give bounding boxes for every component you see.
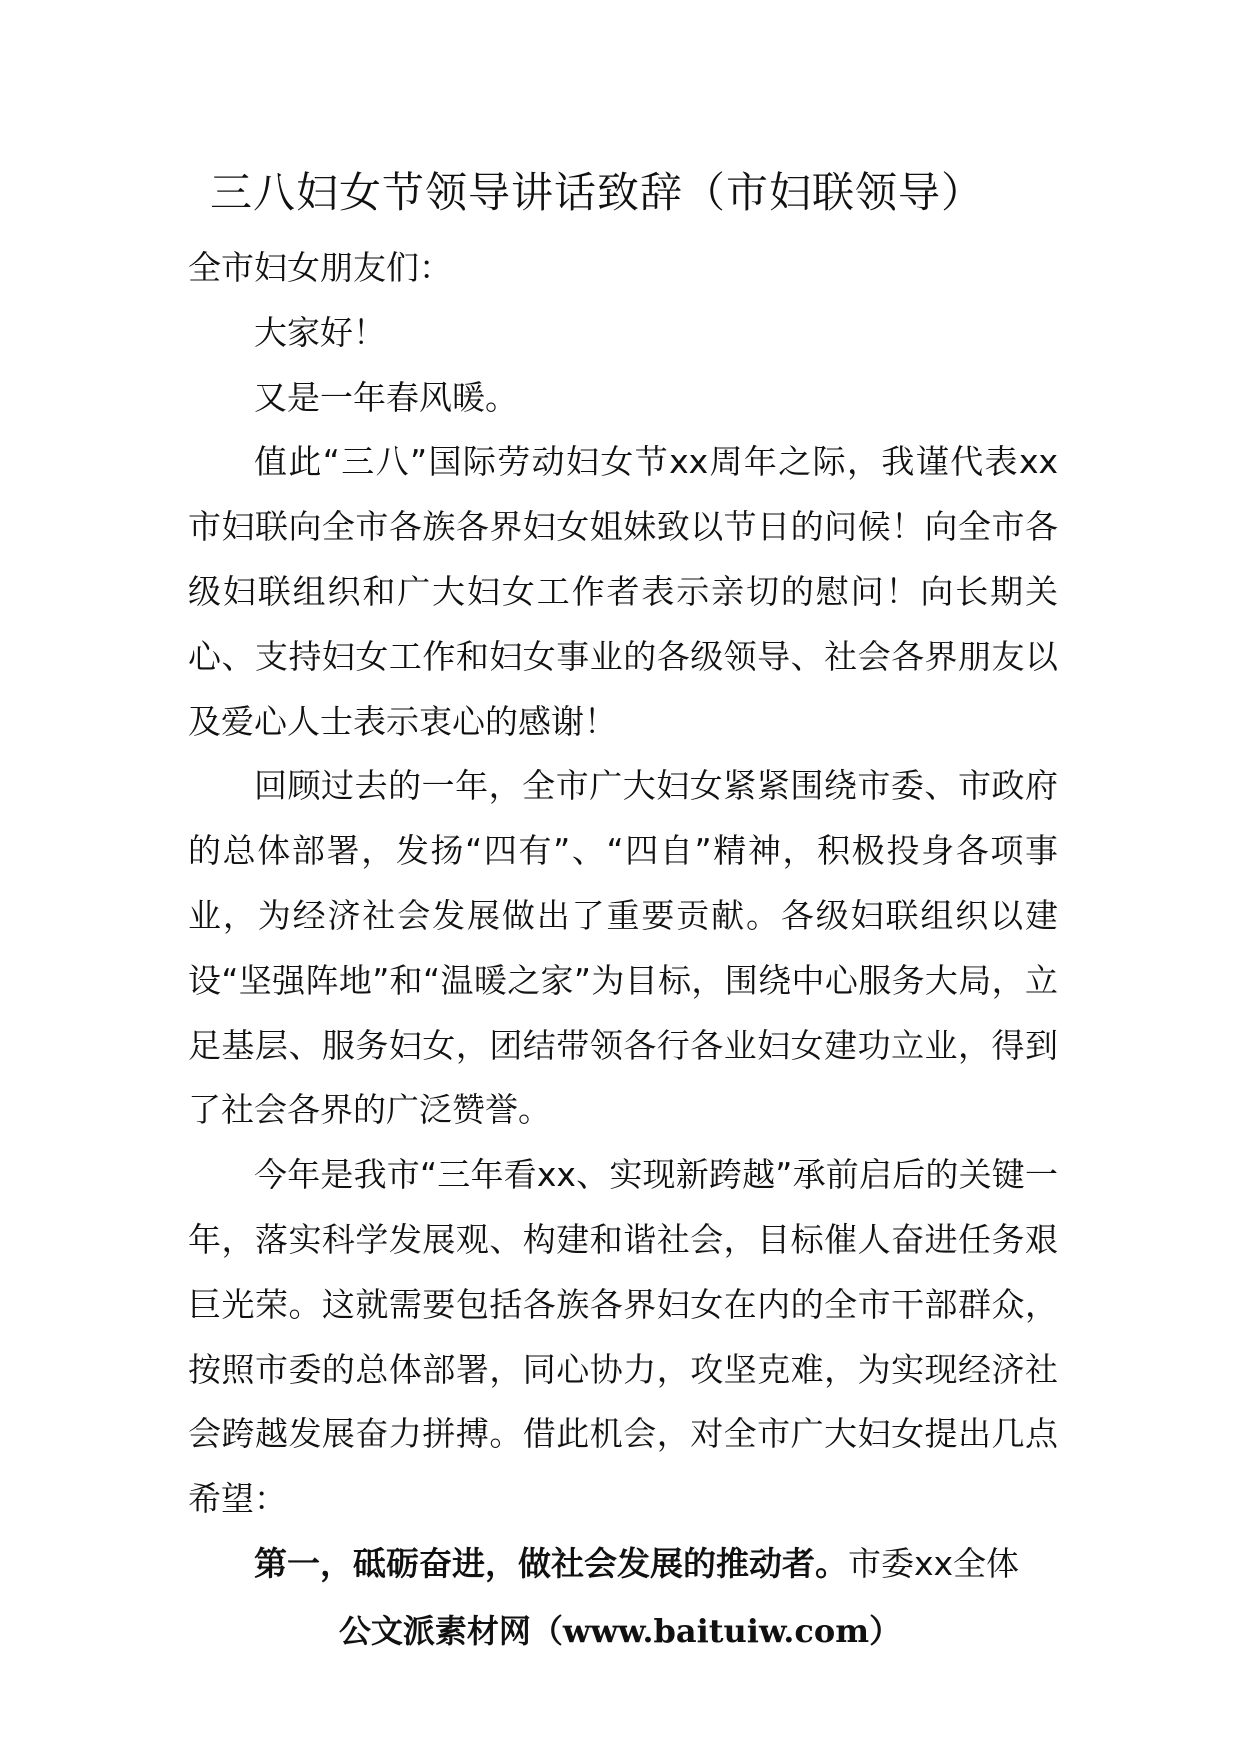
paragraph-this-year: 今年是我市“三年看xx、实现新跨越”承前启后的关键一年，落实科学发展观、构建和谐社会，目标催人奋进任务艰巨光荣。这就需要包括各族各界妇女在内的全市干部群众，按照市委的总体部署，同心协力，攻坚克难，为实现经济社会跨越发展奋力拼搏。借此机会，对全市广大妇女提出几点希望： [188, 1155, 1058, 1519]
first-hope-text: 市委xx全体 [848, 1543, 1020, 1583]
footer-watermark [0, 1606, 1240, 1656]
salutation: 全市妇女朋友们： [188, 248, 452, 287]
document-body [188, 236, 1058, 1597]
paragraph-review: 回顾过去的一年，全市广大妇女紧紧围绕市委、市政府的总体部署，发扬“四有”、“四自”精神，积极投身各项事业，为经济社会发展做出了重要贡献。各级妇联组织以建设“坚强阵地”和“温暖之家”为目标，围绕中心服务大局，立足基层、服务妇女，团结带领各行各业妇女建功立业，得到了社会各界的广泛赞誉。 [188, 766, 1058, 1130]
footer-url: www.baituiw.com [562, 1612, 870, 1650]
footer-suffix: ） [869, 1612, 902, 1650]
paragraph-greeting: 大家好！ [254, 312, 386, 352]
document-title: 三八妇女节领导讲话致辞（市妇联领导） [210, 168, 985, 217]
paragraph-greetings-thanks: 值此“三八”国际劳动妇女节xx周年之际，我谨代表xx市妇联向全市各族各界妇女姐妹致以节日的问候！向全市各级妇联组织和广大妇女工作者表示亲切的慰问！向长期关心、支持妇女工作和妇女事业的各级领导、社会各界朋友以及爱心人士表示衷心的感谢！ [188, 442, 1058, 741]
first-hope-heading: 第一，砥砺奋进，做社会发展的推动者。 [254, 1543, 848, 1583]
footer-prefix: 公文派素材网（ [338, 1612, 563, 1650]
paragraph-first-hope [188, 1532, 1058, 1597]
paragraph-spring: 又是一年春风暖。 [254, 377, 518, 417]
